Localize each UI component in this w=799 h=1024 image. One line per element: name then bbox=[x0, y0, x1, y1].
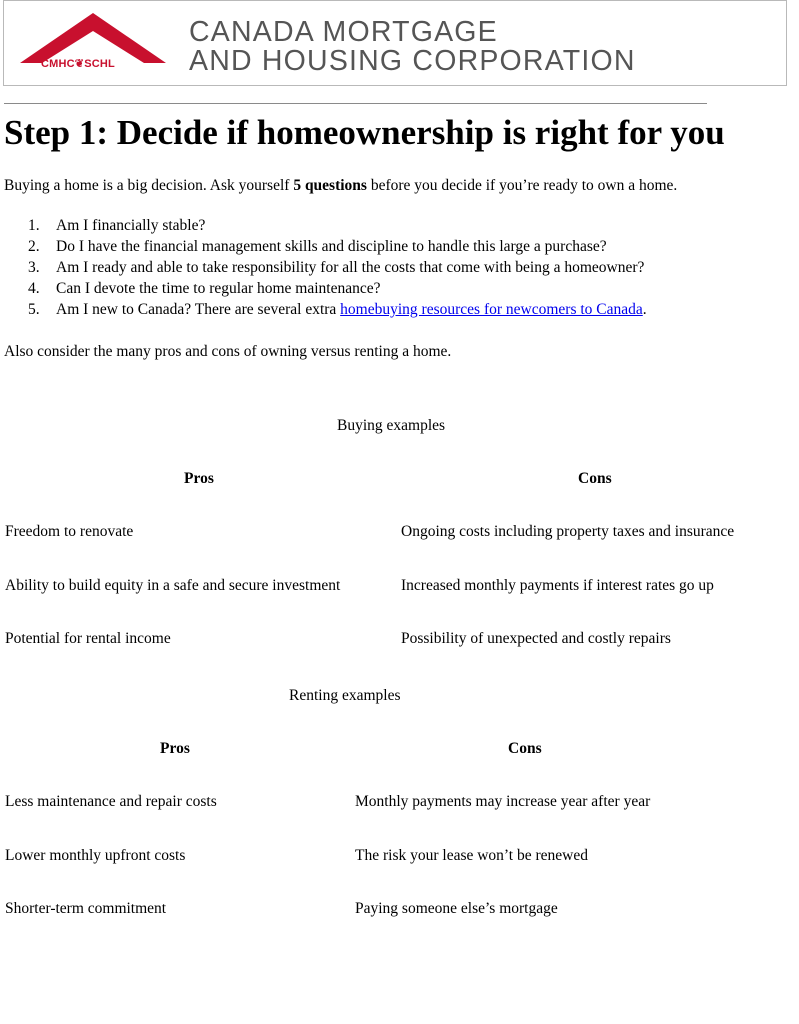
intro-text-end: before you decide if you’re ready to own a home. bbox=[366, 177, 678, 194]
intro-text: Buying a home is a big decision. Ask yourself bbox=[4, 177, 294, 194]
renting-con-cell: Paying someone else’s mortgage bbox=[355, 900, 558, 917]
item-text: Am I financially stable? bbox=[56, 217, 206, 234]
item-number: 4. bbox=[28, 280, 40, 297]
question-list bbox=[28, 215, 647, 320]
item-number: 1. bbox=[28, 217, 40, 234]
buying-pros-header: Pros bbox=[184, 470, 214, 487]
renting-pro-cell: Less maintenance and repair costs bbox=[5, 793, 217, 810]
buying-pro-cell: Ability to build equity in a safe and secure investment bbox=[5, 577, 341, 594]
list-item bbox=[28, 278, 647, 299]
intro-bold: 5 questions bbox=[293, 177, 367, 194]
org-name-line1: CANADA MORTGAGE bbox=[189, 16, 498, 48]
logo-text: CMHC❦SCHL bbox=[41, 58, 115, 70]
org-name-line2: AND HOUSING CORPORATION bbox=[189, 45, 636, 77]
renting-pros-header: Pros bbox=[160, 740, 190, 757]
item-text: Can I devote the time to regular home maintenance? bbox=[56, 280, 381, 297]
newcomers-resources-link[interactable]: homebuying resources for newcomers to Canada bbox=[340, 301, 643, 318]
buying-caption: Buying examples bbox=[337, 417, 446, 434]
buying-con-cell: Ongoing costs including property taxes and insurance bbox=[401, 523, 735, 540]
renting-cons-header: Cons bbox=[508, 740, 542, 757]
organization-name bbox=[189, 18, 636, 76]
renting-caption: Renting examples bbox=[289, 687, 401, 704]
item-text-end: . bbox=[642, 301, 647, 318]
renting-pro-cell: Shorter-term commitment bbox=[5, 900, 167, 917]
item-number: 3. bbox=[28, 259, 40, 276]
intro-paragraph bbox=[4, 176, 677, 196]
buying-cons-header: Cons bbox=[578, 470, 612, 487]
item-number: 2. bbox=[28, 238, 40, 255]
item-number: 5. bbox=[28, 301, 40, 318]
list-item bbox=[28, 299, 647, 320]
also-consider-text: Also consider the many pros and cons of owning versus renting a home. bbox=[4, 343, 452, 360]
renting-con-cell: The risk your lease won’t be renewed bbox=[355, 847, 588, 864]
renting-pro-cell: Lower monthly upfront costs bbox=[5, 847, 186, 864]
list-item bbox=[28, 257, 647, 278]
header-divider bbox=[4, 103, 707, 104]
item-text: Do I have the financial management skills and discipline to handle this large a purchase? bbox=[56, 238, 607, 255]
buying-con-cell: Increased monthly payments if interest rates go up bbox=[401, 577, 714, 594]
header-banner bbox=[3, 0, 787, 86]
item-text: Am I new to Canada? There are several extra bbox=[56, 301, 341, 318]
renting-con-cell: Monthly payments may increase year after year bbox=[355, 793, 651, 810]
buying-con-cell: Possibility of unexpected and costly repairs bbox=[401, 630, 671, 647]
list-item bbox=[28, 236, 647, 257]
buying-pro-cell: Freedom to renovate bbox=[5, 523, 134, 540]
item-text: Am I ready and able to take responsibility for all the costs that come with being a homeowner? bbox=[56, 259, 645, 276]
buying-pro-cell: Potential for rental income bbox=[5, 630, 171, 647]
list-item bbox=[28, 215, 647, 236]
page-title: Step 1: Decide if homeownership is right for you bbox=[4, 113, 725, 152]
